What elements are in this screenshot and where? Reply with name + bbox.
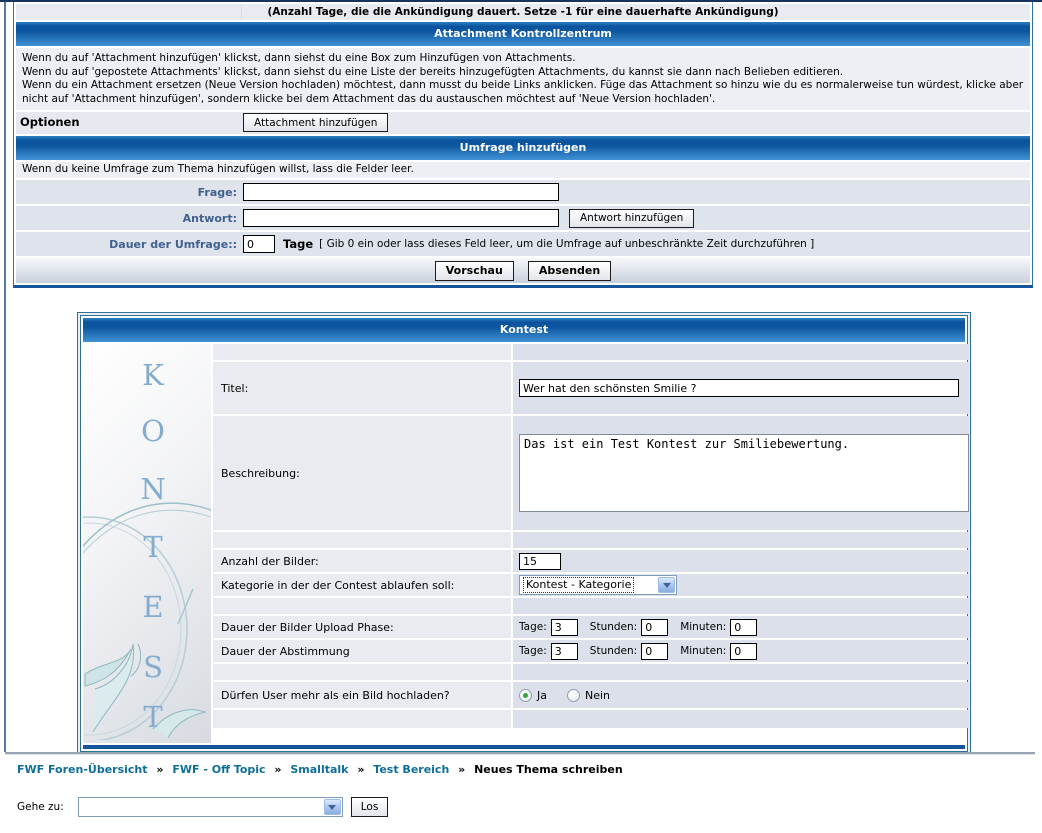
poll-answer-input[interactable]: [243, 209, 559, 227]
ja-radio[interactable]: [519, 689, 532, 702]
poll-section-header: [16, 136, 1030, 160]
attachment-section-header: [16, 22, 1030, 46]
breadcrumb-link-test-bereich[interactable]: Test Bereich: [373, 763, 450, 776]
breadcrumb-separator: »: [156, 763, 164, 776]
kontest-description-row: [213, 416, 969, 530]
breadcrumb-current-page: Neues Thema schreiben: [474, 763, 623, 776]
breadcrumb-separator: »: [458, 763, 466, 776]
poll-hint-row: [16, 162, 1030, 178]
abstimmung-label: Dauer der Abstimmung: [213, 640, 511, 662]
preview-button[interactable]: Vorschau: [435, 261, 514, 281]
radio-dot-icon: [523, 693, 528, 698]
titel-input[interactable]: [519, 379, 959, 397]
poll-duration-row: [16, 232, 1030, 256]
kontest-title: Kontest: [499, 323, 549, 336]
kontest-spacer-row: [213, 532, 969, 548]
page-left-border: [4, 2, 6, 752]
breadcrumb-separator: »: [274, 763, 282, 776]
poll-section-title: Umfrage hinzufügen: [459, 141, 587, 154]
attachment-section-title: Attachment Kontrollzentrum: [434, 27, 612, 40]
kontest-category-row: [213, 574, 969, 596]
breadcrumb-link-off-topic[interactable]: FWF - Off Topic: [172, 763, 266, 776]
tage-label: Tage:: [519, 645, 547, 657]
kategorie-label: Kategorie in der der Contest ablaufen soll:: [213, 574, 511, 596]
attachment-help-line-1: Wenn du auf 'Attachment hinzufügen' klickst, dann siehst du eine Box zum Hinzufügen von Attachments.: [22, 52, 576, 64]
poll-question-input[interactable]: [243, 183, 559, 201]
titel-label: Titel:: [213, 362, 511, 414]
poll-duration-hint: [ Gib 0 ein oder lass dieses Feld leer, um die Umfrage auf unbeschränkte Zeit durchzuführen ]: [319, 238, 815, 250]
kontest-spacer-row: [213, 664, 969, 680]
kontest-image-count-row: [213, 550, 969, 572]
minuten-label: Minuten:: [680, 645, 727, 657]
goto-row: [17, 797, 388, 817]
kontest-spacer-row: [213, 344, 969, 360]
abstimmung-tage-input[interactable]: [551, 643, 578, 660]
announcement-duration-note-text: (Anzahl Tage, die die Ankündigung dauert. Setze -1 für eine dauerhafte Ankündigung): [267, 6, 779, 18]
kontest-spacer-row: [213, 598, 969, 614]
kontest-multi-upload-row: [213, 682, 969, 708]
stunden-label: Stunden:: [589, 621, 638, 633]
poll-answer-label: Antwort:: [182, 211, 237, 225]
submit-button[interactable]: Absenden: [528, 261, 611, 281]
goto-label: Gehe zu:: [17, 801, 64, 813]
upload-minuten-input[interactable]: [730, 619, 757, 636]
kontest-logo-image: [83, 344, 211, 743]
kontest-title-row: [213, 362, 969, 414]
tage-label: Tage:: [519, 621, 547, 633]
attachment-help-line-3: Wenn du ein Attachment ersetzen (Neue Version hochladen) möchtest, dann musst du beide Links anklicken. Füge das Attachment so hinzu wie du es normalerweise tun würdest, klicke aber nicht auf 'Attachment hinzufügen', sondern klicke bei dem Attachment das du austauschen möchtest auf 'Neue Version hochladen'.: [22, 79, 1024, 105]
kontest-panel: [77, 312, 971, 755]
poll-duration-label: Dauer der Umfrage::: [109, 237, 237, 251]
kontest-header: [83, 318, 965, 342]
nein-radio-label: Nein: [585, 688, 611, 702]
kontest-bottom-bar: [83, 745, 965, 749]
breadcrumb-link-forum-index[interactable]: FWF Foren-Übersicht: [17, 763, 148, 776]
anzahl-bilder-input[interactable]: [519, 553, 561, 570]
kontest-logo-letters: K O N T E S T: [140, 358, 166, 734]
submit-button-row: [16, 258, 1030, 283]
beschreibung-textarea[interactable]: [519, 434, 969, 512]
add-answer-button[interactable]: Antwort hinzufügen: [569, 209, 694, 228]
kontest-spacer-row: [213, 710, 969, 728]
stunden-label: Stunden:: [589, 645, 638, 657]
chevron-down-icon[interactable]: [324, 799, 341, 815]
ja-radio-label: Ja: [537, 688, 547, 702]
footer-separator: [5, 752, 1035, 754]
attachment-options-row: [16, 112, 1030, 134]
kategorie-select-value: Kontest - Kategorie: [526, 578, 632, 591]
announcement-duration-note: [16, 4, 1030, 20]
goto-select[interactable]: [78, 797, 343, 817]
poll-duration-input[interactable]: [243, 235, 275, 253]
poll-question-row: [16, 180, 1030, 204]
abstimmung-minuten-input[interactable]: [730, 643, 757, 660]
upload-stunden-input[interactable]: [641, 619, 668, 636]
minuten-label: Minuten:: [680, 621, 727, 633]
add-attachment-button[interactable]: Attachment hinzufügen: [243, 113, 388, 132]
breadcrumb: [17, 763, 623, 776]
beschreibung-label: Beschreibung:: [213, 416, 511, 530]
poll-hint-text: Wenn du keine Umfrage zum Thema hinzufügen willst, lass die Felder leer.: [22, 163, 414, 175]
upload-tage-input[interactable]: [551, 619, 578, 636]
options-label: Optionen: [20, 115, 80, 129]
kontest-upload-phase-row: [213, 616, 969, 638]
poll-duration-unit: Tage: [283, 237, 314, 251]
attachment-help-text: [16, 48, 1030, 110]
nein-radio[interactable]: [567, 689, 580, 702]
chevron-down-icon[interactable]: [658, 577, 675, 593]
breadcrumb-link-smalltalk[interactable]: Smalltalk: [290, 763, 349, 776]
poll-question-label: Frage:: [197, 185, 237, 199]
anzahl-bilder-label: Anzahl der Bilder:: [213, 550, 511, 572]
mehrbild-label: Dürfen User mehr als ein Bild hochladen?: [213, 682, 511, 708]
poll-answer-row: [16, 206, 1030, 230]
abstimmung-stunden-input[interactable]: [641, 643, 668, 660]
post-form-box: [13, 2, 1033, 288]
kategorie-select[interactable]: [519, 575, 677, 595]
kontest-voting-duration-row: [213, 640, 969, 662]
goto-button[interactable]: Los: [351, 797, 389, 817]
attachment-help-line-2: Wenn du auf 'gepostete Attachments' klickst, dann siehst du eine Liste der bereits hinzugefügten Attachments, du kannst sie dann nach Belieben editieren.: [22, 65, 844, 78]
upload-phase-label: Dauer der Bilder Upload Phase:: [213, 616, 511, 638]
breadcrumb-separator: »: [357, 763, 365, 776]
